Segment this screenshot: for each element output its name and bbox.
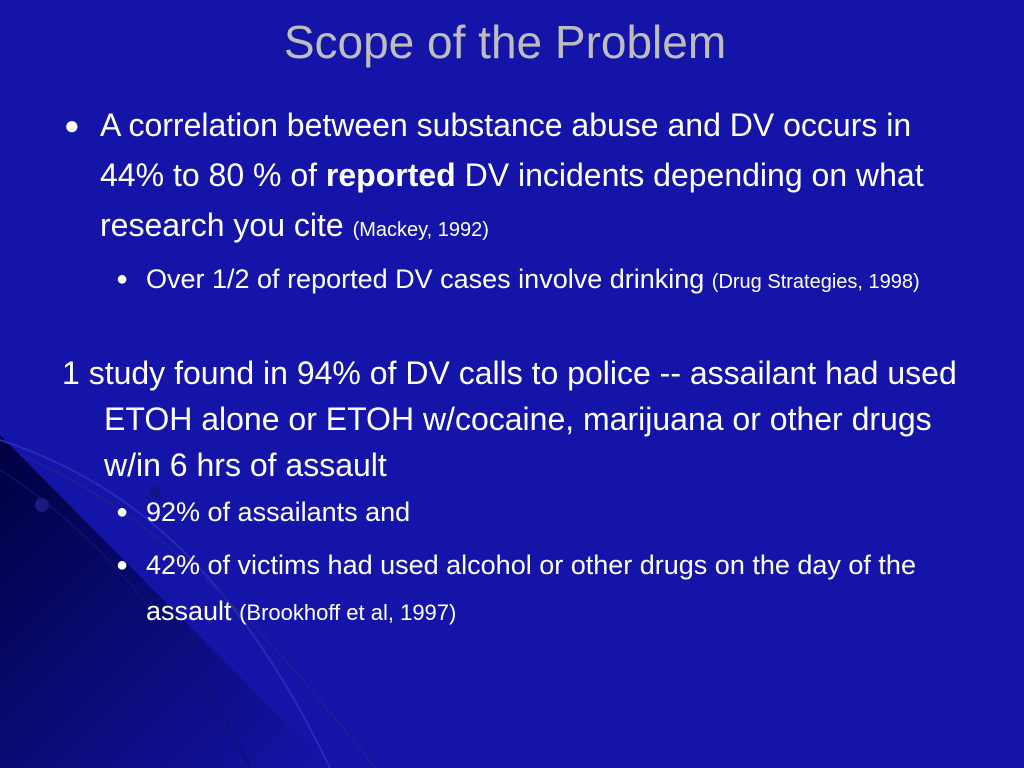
bullet-dot-icon: ● — [116, 554, 129, 576]
bullet-dot-icon: ● — [116, 501, 129, 523]
sub-bullet-text: 42% of victims had used alcohol or other drugs on the day of the assault — [146, 550, 916, 626]
bullet-dot-icon: ● — [116, 268, 129, 290]
sub-bullet-drinking — [58, 261, 978, 300]
paragraph-study: 1 study found in 94% of DV calls to police -- assailant had used ETOH alone or ETOH w/cocaine, marijuana or other drugs w/in 6 hrs of assault — [62, 355, 957, 483]
slide-body — [58, 100, 978, 636]
citation-drug-strategies: (Drug Strategies, 1998) — [711, 271, 920, 293]
bullet-dot-icon: ● — [64, 110, 80, 140]
bullet-text-after: DV incidents depending on what research you cite — [100, 157, 924, 243]
decorative-dot — [35, 498, 49, 512]
bullet-text: A correlation between substance abuse and DV occurs in 44% to 80 % of — [100, 107, 912, 193]
citation-mackey: (Mackey, 1992) — [352, 219, 489, 241]
slide-title: Scope of the Problem — [283, 16, 727, 68]
sub-bullet-text: Over 1/2 of reported DV cases involve drinking — [146, 264, 712, 294]
citation-brookhoff: (Brookhoff et al, 1997) — [239, 600, 457, 625]
sub-bullet-victims — [58, 542, 978, 636]
bullet-correlation — [58, 100, 978, 255]
sub-bullet-assailants — [58, 492, 978, 532]
sub-bullet-text: 92% of assailants and — [146, 497, 411, 527]
bold-reported: reported — [325, 157, 456, 193]
